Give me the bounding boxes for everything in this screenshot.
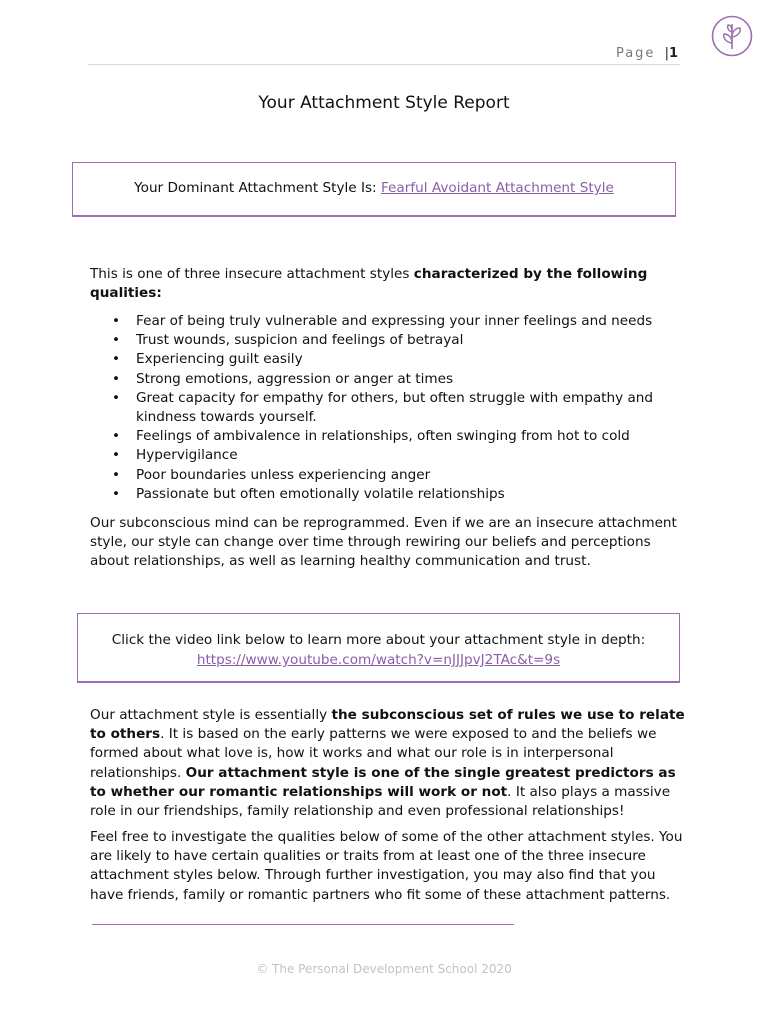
page-label: Page xyxy=(615,46,656,61)
footer-divider xyxy=(92,924,514,925)
intro-bold-text: characterized by the following qualities: xyxy=(90,266,648,302)
intro-paragraph xyxy=(90,265,685,303)
rules-paragraph xyxy=(90,706,685,821)
footer-copyright: © The Personal Development School 2020 xyxy=(256,962,512,976)
rules-bold-2: Our attachment style is one of the single greatest predictors as to whether our romantic relationships will work or not xyxy=(90,764,676,800)
page-number-indicator xyxy=(616,46,678,61)
dominant-style-link[interactable]: Fearful Avoidant Attachment Style xyxy=(380,180,614,196)
qualities-list xyxy=(108,312,678,504)
header-divider xyxy=(88,64,680,65)
video-link[interactable]: https://www.youtube.com/watch?v=nJJJpvJ2TAc&t=9s xyxy=(196,652,561,668)
list-item: • Hypervigilance xyxy=(108,446,678,465)
video-prompt: Click the video link below to learn more about your attachment style in depth: xyxy=(111,632,646,648)
list-item: • Fear of being truly vulnerable and expressing your inner feelings and needs xyxy=(108,312,678,331)
rules-text-2: . It is based on the early patterns we were exposed to and the beliefs we formed about what love is, how it works and what our role is in interpersonal relationships. xyxy=(90,726,657,781)
intro-text: This is one of three insecure attachment styles xyxy=(90,266,414,282)
video-link-box xyxy=(77,613,680,683)
reprogram-paragraph: Our subconscious mind can be reprogrammed. Even if we are an insecure attachment style, our style can change over time through rewiring our beliefs and perceptions about relationships, as well as learning healthy communication and trust. xyxy=(90,515,677,570)
list-item: • Poor boundaries unless experiencing anger xyxy=(108,466,678,485)
list-item: • Passionate but often emotionally volatile relationships xyxy=(108,485,678,504)
page-number: 1 xyxy=(668,46,678,61)
list-item: • Great capacity for empathy for others, but often struggle with empathy and kindness towards yourself. xyxy=(108,389,678,427)
dominant-style-box xyxy=(72,162,676,217)
sprout-circle-logo-icon xyxy=(711,15,753,57)
rules-text-1: Our attachment style is essentially xyxy=(90,707,332,723)
investigate-paragraph: Feel free to investigate the qualities below of some of the other attachment styles. You are likely to have certain qualities or traits from at least one of the three insecure attachment styles below. Through further investigation, you may also find that you have friends, family or romantic partners who fit some of these attachment patterns. xyxy=(90,829,683,903)
list-item: • Experiencing guilt easily xyxy=(108,350,678,369)
rules-text-3: . It also plays a massive role in our friendships, family relationship and even professional relationships! xyxy=(90,783,671,820)
page-separator: | xyxy=(664,46,669,61)
rules-bold-1: the subconscious set of rules we use to relate to others xyxy=(90,707,685,743)
list-item: • Strong emotions, aggression or anger at times xyxy=(108,370,678,389)
report-title: Your Attachment Style Report xyxy=(258,93,510,113)
dominant-style-label: Your Dominant Attachment Style Is: xyxy=(134,180,377,196)
list-item: • Trust wounds, suspicion and feelings of betrayal xyxy=(108,331,678,350)
list-item: • Feelings of ambivalence in relationships, often swinging from hot to cold xyxy=(108,427,678,446)
